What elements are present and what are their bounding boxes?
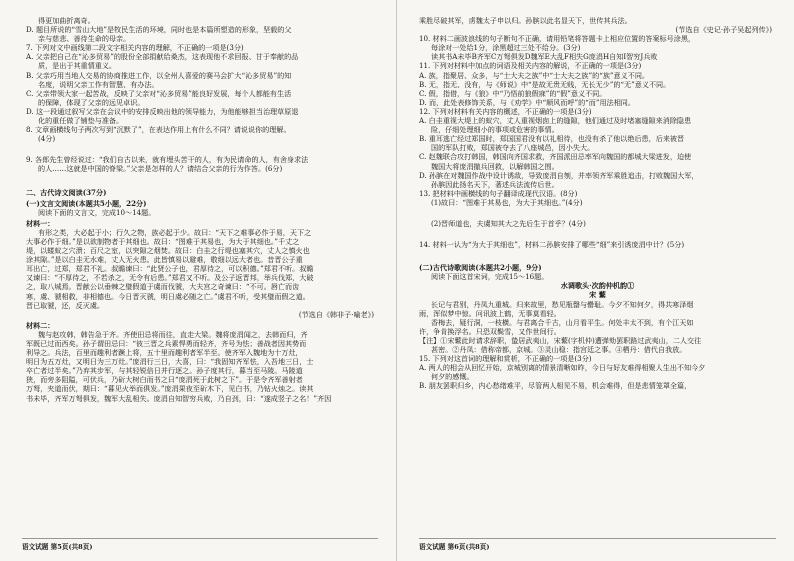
source-hanfeizi: (节选自《韩非子·喻老》) <box>298 309 374 319</box>
text-line: C. 赵魏联合攻打韩国，韩国向齐国求救，齐国派田忌率军向魏国的都城大梁进发，迫使 <box>419 152 692 162</box>
text-line: 阅读下面这首宋词，完成15～16题。 <box>431 272 549 282</box>
text-line: 质，是出于其重情重义。 <box>38 61 117 71</box>
text-line: 耳出亡，过郑，郑君不礼。叔瞻谏曰：“此贤公子也，君厚待之，可以积德。”郑君不听。叔瞻 <box>26 264 314 274</box>
question-15 <box>419 354 776 390</box>
text-line: 国的军队打败，郑国被夺去了八座城邑，因小失大。 <box>431 143 595 153</box>
text-line: 有形之类，大必起于小；行久之物，族必起于少。故曰：“天下之难事必作于易，天下之 <box>38 227 312 237</box>
text-line: A. 白圭重视大堤上的蚁穴，丈人重视烟囱上的缝隙，他们通过及时堵塞缝隙来消除隐患 <box>419 116 692 126</box>
text-line: B. 重耳逃亡经过郑国时，郑国国君没有以礼相待，也没有杀了他以绝后患，后来被晋 <box>419 134 685 144</box>
text-line: A. 父亲把自己在“沁多贸易”的股份全部捐献给桑杰，这表现他不求回报、甘于奉献的品 <box>26 52 299 62</box>
text-line: 晋已取虢，还，反灭虞。 <box>26 300 105 310</box>
text-line: 11. 下列对材料中加点的词语及相关内容的解说，不正确的一项是(3分) <box>419 61 642 71</box>
text-line: A. 两人的相会从回忆开始，京城别离的情景清晰如昨，今日与好友难得相聚人生出不知今夕 <box>419 363 706 373</box>
text-line: C. 假，指借，与《狼》中“乃悟前狼假寐”的“假”意义不同。 <box>419 88 607 98</box>
text-line: 魏与赵攻韩，韩告急于齐。齐使田忌将而往，直走大梁。魏将庞涓闻之，去韩而归，齐 <box>38 329 308 339</box>
text-line: 书未毕，齐军万弩俱发，魏军大乱相失。庞涓自知智穷兵败，乃自刭，曰：“遂成竖子之名！”齐因 <box>26 393 332 403</box>
poem-title: 水调歌头·次韵仲机韵① <box>560 281 635 291</box>
source-shiji: (节选自《史记·孙子吴起列传》) <box>675 25 772 35</box>
text-line: 雨，浑似梦中惊。问讯波上鹤，无事莫看轻。 <box>419 308 561 318</box>
text-line: 何夕的感慨。 <box>431 372 474 382</box>
text-line: 材料一： <box>26 218 55 228</box>
text-line: 的人……这就是中国的脊梁。”父亲是怎样的人？请结合父亲的行为作答。(6分) <box>38 164 283 174</box>
text-line: D. 而，此处表修饰关系，与《劝学》中“顺风而呼”的“而”用法相同。 <box>419 97 635 107</box>
text-line: D. 这一段通过叙写父亲在会议中的安排反映出他的领导能力，为他能够担当治理草原退 <box>26 106 299 116</box>
text-line: D. 题目所说的“雪山大地”是牧民生活的环境，同时也是本篇所塑造的形象，坚毅的父 <box>26 25 292 35</box>
text-line: 险，仔细处理细小的事项或危害的事情。 <box>431 125 559 135</box>
text-line: A. 族，指聚居、众多，与“士大夫之族”中“士大夫之族”的“族”意义不同。 <box>419 70 650 80</box>
left-page-text <box>26 16 378 310</box>
text-line: 甚密。②丹凤：借称帝都，京城。③灵山稳：指宫廷之事。④栖丹：借代自我放。 <box>431 345 687 354</box>
text-line: (4分) <box>38 134 56 144</box>
text-line: 寒，虞、虢相救，非相德也。今日晋灭虢，明日虞必随之亡。”虞君不听，受其璧而假之道。 <box>26 291 310 301</box>
text-line: (2)晋师道也，夫虞知其大之先后生于首乎？(4分) <box>431 218 586 228</box>
page-footer-5: 语文试题 第5页(共8页) <box>22 543 93 551</box>
text-line <box>26 174 378 186</box>
text-line: 利导之。兵法，百里而趣利者蹶上将，五十里而趣利者军半至。使齐军入魏地为十万灶， <box>26 348 303 358</box>
text-line: (1)故曰：“图难于其易也，为大于其细也。”(4分) <box>431 197 583 207</box>
text-line: 10. 材料二画波浪线的句子断句不正确，请用铅笔将答题卡上相应位置的答案标号涂黑， <box>419 34 696 44</box>
text-line: 乘胜尽破其军，虏魏太子申以归。孙膑以此名显天下，世传其兵法。 <box>419 16 632 25</box>
text-line: 14. 材料一认为“为大于其细也”，材料二孙膑安排了哪些“细”来引诱庞涓中计？(5分) <box>419 240 685 250</box>
text-line: 得更加曲折离奇。 <box>38 16 95 25</box>
footer-rule <box>419 538 776 539</box>
text-line: 二、古代诗文阅读(37分) <box>26 187 107 197</box>
text-line: 狭，而旁多阻隘，可伏兵，乃斫大树白而书之曰“庞涓死于此树之下”。于是令齐军善射者 <box>26 375 303 385</box>
text-line: 的保障，体现了父亲的远见卓识。 <box>38 97 145 107</box>
poem-body <box>419 300 776 336</box>
right-page-text-top <box>419 16 776 25</box>
poem-author: 宋 蘩 <box>589 290 606 300</box>
text-line: 又谏曰：“不厚待之，不若杀之，无令有后患。”郑君又不听。及公子返晋邦，举兵伐郑，大破 <box>26 273 314 283</box>
text-line: 阅读下面的文言文，完成10～14题。 <box>38 207 156 217</box>
text-line: 【注】①宋蘩此时请求辞职，蛰居武夷山，宋蘩(字机仲)遭弹劾罢职路过武夷山，二人交往 <box>419 335 702 345</box>
text-line: D. 孙膑在对魏国作战中设计诱敌，导致庞涓自刎，并率领齐军乘胜追击，打败魏国大军， <box>419 170 699 180</box>
text-line <box>26 143 378 155</box>
text-line: 13. 把材料中画横线的句子翻译成现代汉语。(8分) <box>419 188 578 198</box>
text-line: 每涂对一处给1分，涂黑超过三处不给分。(3分) <box>431 43 581 53</box>
text-line: C. 父亲带领大家一起苦战，反映了父亲对“沁多贸易”能良好发展，每个人都能有生活 <box>26 88 292 98</box>
text-line: 万弩，夹道而伏，期曰：“暮见火举而俱发。”庞涓果夜至斫木下，见白书，乃钻火烛之。读其 <box>26 384 314 394</box>
material-2-text <box>26 330 378 403</box>
text-line: 化的重任做了铺垫与准备。 <box>38 116 124 126</box>
right-page-questions <box>419 34 776 281</box>
poem-notes <box>419 336 776 354</box>
text-line: B. 朋友罢职归乡，内心愁绪难平，尽管两人相见不易，机会难得，但是悲情笼罩全篇， <box>419 381 692 391</box>
text-line <box>419 207 776 219</box>
text-line: 读其书A未毕B齐军C万弩俱发D魏军E大乱F相失G庞涓H自知I智穷J兵败 <box>431 52 658 62</box>
text-line: 之，取八城焉。晋献公以垂棘之璧假道于虞而伐虢，大夫宫之奇谏曰：“不可。唇亡而齿 <box>26 282 300 292</box>
text-line: 名度，说明父亲工作有智慧、有办法。 <box>38 79 159 89</box>
text-line: 涂其隙。”是以白圭无水难，丈人无火患。此皆慎易以避难，敬细以远大者也。昔晋公子重 <box>26 255 303 265</box>
text-line: 长记与君别，丹凤九重城。归来故里，愁见瓶罄与罍耻。今夕不知何夕，得共寒泽烟 <box>431 299 694 309</box>
text-line: (二)古代诗歌阅读(本题共2小题，9分) <box>419 263 542 273</box>
text-line: 孙膑因此扬名天下，著述兵法流传后世。 <box>431 179 559 189</box>
material-2-title: 材料二： <box>26 320 55 330</box>
text-line: 许，争肯换浮名。只恐双鬓雪，又作世间行。 <box>419 326 561 336</box>
text-line: 亲与慈悲、善待生命的母亲。 <box>38 34 131 44</box>
text-line: 明日为五万灶，又明日为三万灶。”庞涓行三日，大喜，曰：“我固知齐军怯，入吾地三日，士 <box>26 357 314 367</box>
footer-rule <box>22 538 378 539</box>
text-line: 魏国大将庞涓撤兵回救，以解韩国之围。 <box>431 161 559 171</box>
text-line: 15. 下列对这首词的理解和赏析，不正确的一项是(3分) <box>419 354 592 364</box>
text-line: (一)文言文阅读(本题共5小题，22分) <box>26 198 147 208</box>
text-line: 7. 下列对文中画线第二段文字相关内容的理解，不正确的一项是(3分) <box>26 43 244 53</box>
text-line: 8. 文章画横线句子两次写到“沉默了”，在表达作用上有什么不同？请说说你的理解。 <box>26 125 291 135</box>
text-line: 香梅去，疑行洞，一枝横。与君离合千古，山月看平生。何处丰太不到，有个江天如 <box>431 317 694 327</box>
text-line: 大事必作于细。”是以欲制物者于其细也。故曰：“图难于其易也，为大于其细也。”千丈之 <box>26 236 300 246</box>
text-line: 军既已过而西矣。孙子谓田忌曰：“彼三晋之兵素悍勇而轻齐，齐号为怯；善战者因其势而 <box>26 339 307 348</box>
text-line: 堤，以蝼蚁之穴溃；百尺之室，以突隙之烟焚。故曰：白圭之行堤也塞其穴，丈人之慎火也 <box>26 246 310 256</box>
page-footer-6: 语文试题 第6页(共8页) <box>419 543 490 551</box>
page-6 <box>397 0 794 561</box>
text-line: 卒亡者过半矣。”乃弃其步军，与其轻锐倍日并行逐之。孙子度其行，暮当至马陵。马陵道 <box>26 366 303 376</box>
text-line: B. 无，指无、没有，与《师说》中“是故无贵无贱，无长无少”的“无”意义不同。 <box>419 79 671 89</box>
text-line: B. 父亲巧用当地人交易的协商推进工作，以全州人喜爱的赛马会扩大“沁多贸易”的知 <box>26 70 292 80</box>
text-line: 9. 各郎先生曾经说过：“我们自古以来，就有埋头苦干的人，有为民请命的人，有舍身求法 <box>26 155 309 165</box>
text-line <box>419 228 776 240</box>
text-line: 12. 下列对材料有关内容的概述，不正确的一项是(3分) <box>419 106 592 116</box>
text-line <box>419 249 776 261</box>
